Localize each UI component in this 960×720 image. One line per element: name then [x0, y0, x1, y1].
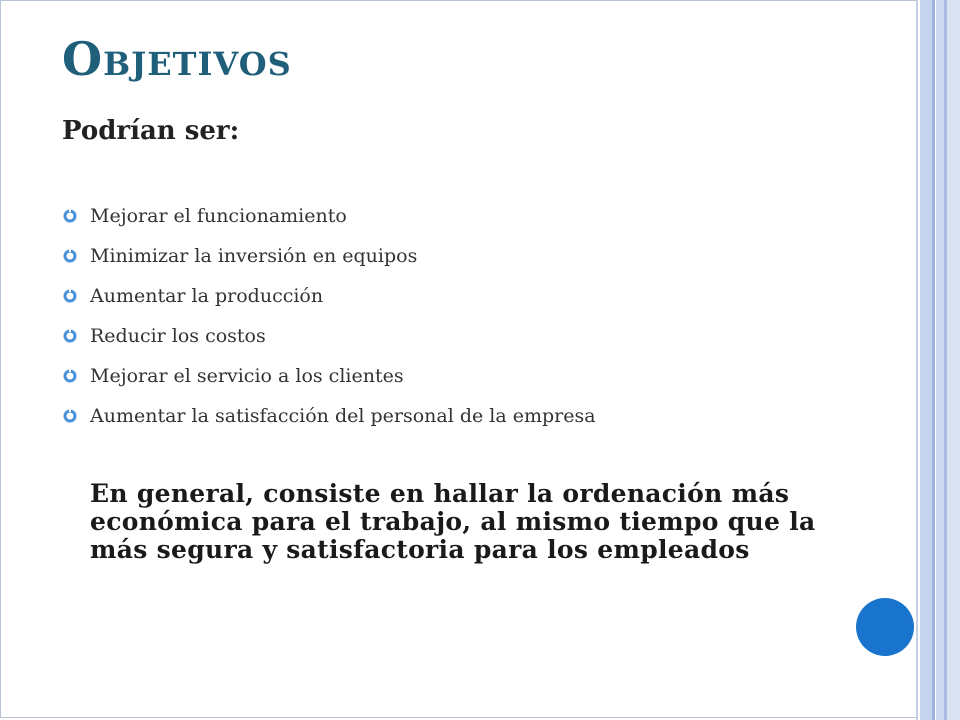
stripe — [916, 0, 918, 720]
side-stripes-decoration — [916, 0, 960, 720]
bullet-item — [62, 398, 596, 438]
bullet-list — [62, 198, 596, 438]
bullet-text: Mejorar el servicio a los clientes — [90, 365, 404, 387]
bullet-text: Aumentar la satisfacción del personal de la empresa — [90, 405, 596, 427]
accent-circle — [856, 598, 914, 656]
summary-paragraph: En general, consiste en hallar la ordenación más económica para el trabajo, al mismo tiempo que la más segura y satisfactoria para los empleados — [90, 479, 816, 564]
bullet-item — [62, 358, 596, 398]
stripe — [936, 0, 944, 720]
bullet-ring-icon — [62, 368, 78, 384]
slide-title: Objetivos — [62, 32, 292, 86]
bullet-ring-icon — [62, 288, 78, 304]
stripe — [947, 0, 960, 720]
bullet-ring-icon — [62, 208, 78, 224]
slide-subtitle: Podrían ser: — [62, 116, 240, 146]
bullet-text: Reducir los costos — [90, 325, 266, 347]
bullet-item — [62, 238, 596, 278]
bullet-text: Aumentar la producción — [90, 285, 324, 307]
bullet-item — [62, 278, 596, 318]
bullet-item — [62, 318, 596, 358]
stripe — [920, 0, 932, 720]
bullet-text: Minimizar la inversión en equipos — [90, 245, 418, 267]
bullet-ring-icon — [62, 248, 78, 264]
stripe — [932, 0, 935, 720]
bullet-ring-icon — [62, 328, 78, 344]
bullet-text: Mejorar el funcionamiento — [90, 205, 347, 227]
bullet-ring-icon — [62, 408, 78, 424]
bullet-item — [62, 198, 596, 238]
